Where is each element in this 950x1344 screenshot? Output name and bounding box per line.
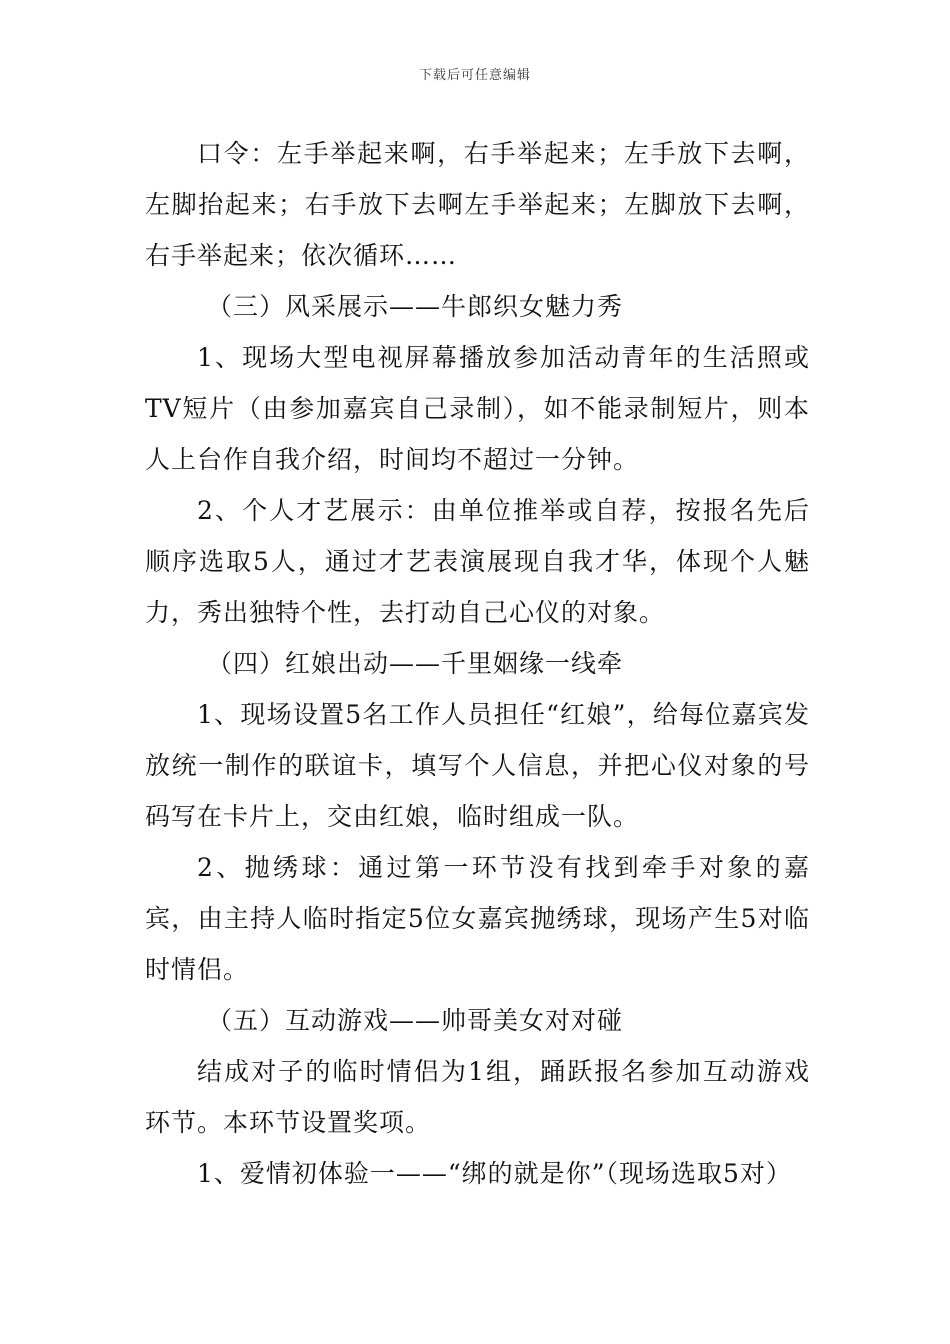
section-heading-3: （三）风采展示——牛郎织女魅力秀 <box>207 292 624 321</box>
paragraph-5-1: 1、爱情初体验一——“绑的就是你”（现场选取5对） <box>197 1159 792 1188</box>
section-heading-5: （五）互动游戏——帅哥美女对对碰 <box>207 1006 624 1035</box>
section-heading-4: （四）红娘出动——千里姻缘一线牵 <box>207 649 624 678</box>
paragraph-5-intro: 结成对子的临时情侣为1组，踊跃报名参加互动游戏环节。本环节设置奖项。 <box>145 1057 810 1137</box>
page-header-note: 下载后可任意编辑 <box>418 68 531 83</box>
paragraph-command: 口令：左手举起来啊，右手举起来；左手放下去啊，左脚抬起来；右手放下去啊左手举起来；左脚放下去啊，右手举起来；依次循环…… <box>145 139 810 270</box>
paragraph-3-2: 2、个人才艺展示：由单位推举或自荐，按报名先后顺序选取5人，通过才艺表演展现自我才华，体现个人魅力，秀出独特个性，去打动自己心仪的对象。 <box>145 496 810 627</box>
paragraph-4-2: 2、抛绣球：通过第一环节没有找到牵手对象的嘉宾，由主持人临时指定5位女嘉宾抛绣球，现场产生5对临时情侣。 <box>145 853 810 984</box>
document-body <box>145 128 810 1199</box>
paragraph-3-1: 1、现场大型电视屏幕播放参加活动青年的生活照或TV短片（由参加嘉宾自己录制），如不能录制短片，则本人上台作自我介绍，时间均不超过一分钟。 <box>145 343 810 474</box>
paragraph-4-1: 1、现场设置5名工作人员担任“红娘”，给每位嘉宾发放统一制作的联谊卡，填写个人信息，并把心仪对象的号码写在卡片上，交由红娘，临时组成一队。 <box>145 700 810 831</box>
